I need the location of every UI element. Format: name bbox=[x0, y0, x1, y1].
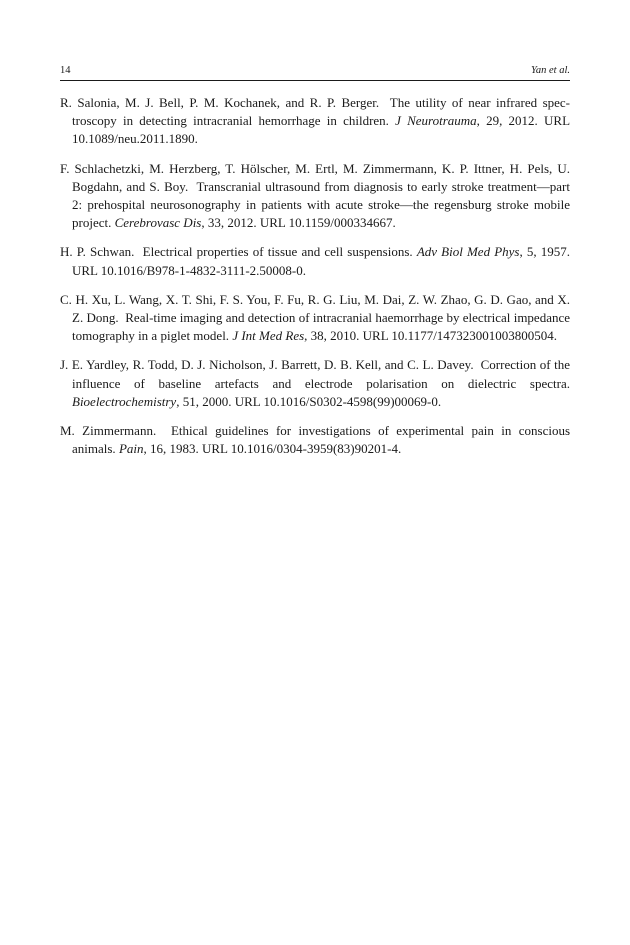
page-number: 14 bbox=[60, 65, 71, 76]
reference-authors: J. E. Yardley, R. Todd, D. J. Nicholson, J. Barrett, D. B. Kell, and C. L. Davey. bbox=[60, 357, 474, 373]
reference-title: Ethical guidelines for investigations of experimental pain in conscious animals. bbox=[72, 423, 571, 457]
reference-title: Electrical properties of tissue and cell suspensions. bbox=[142, 244, 413, 260]
reference-details: , 51, 2000. URL 10.1016/S0302-4598(99)00069-0. bbox=[176, 393, 442, 409]
reference-details: , 29, 2012. URL 10.1089/neu.2011.1890. bbox=[72, 113, 571, 147]
reference-item bbox=[60, 422, 570, 458]
reference-journal: J Neurotrauma bbox=[395, 113, 477, 129]
reference-item bbox=[60, 94, 570, 149]
reference-item bbox=[60, 356, 570, 411]
reference-journal: Cerebrovasc Dis bbox=[114, 215, 202, 231]
running-header-author: Yan et al. bbox=[531, 65, 570, 76]
reference-title: Real-time imaging and detection of intracranial haemorrhage by electrical impedance tomography in a piglet model. bbox=[72, 310, 571, 344]
reference-item bbox=[60, 243, 570, 279]
reference-item bbox=[60, 291, 570, 346]
running-header bbox=[60, 64, 570, 81]
reference-authors: M. Zimmermann. bbox=[60, 423, 157, 439]
reference-authors: R. Salonia, M. J. Bell, P. M. Kochanek, and R. P. Berger. bbox=[60, 95, 380, 110]
reference-list bbox=[60, 94, 570, 469]
reference-details: , 33, 2012. URL 10.1159/000334667. bbox=[201, 215, 396, 231]
reference-journal: Adv Biol Med Phys bbox=[416, 244, 520, 260]
reference-authors: C. H. Xu, L. Wang, X. T. Shi, F. S. You, F. Fu, R. G. Liu, M. Dai, Z. W. Zhao, G. D. Gao, and X. Z. Dong. bbox=[60, 291, 570, 326]
reference-authors: H. P. Schwan. bbox=[60, 244, 135, 260]
reference-journal: Pain bbox=[118, 441, 144, 457]
reference-details: , 5, 1957. URL 10.1016/B978-1-4832-3111-2.50008-0. bbox=[72, 244, 571, 278]
reference-details: , 16, 1983. URL 10.1016/0304-3959(83)90201-4. bbox=[143, 441, 402, 457]
reference-item bbox=[60, 160, 570, 233]
reference-details: , 38, 2010. URL 10.​1177/147323001003800504. bbox=[304, 328, 558, 344]
reference-authors: F. Schlachetzki, M. Herzberg, T. Hölscher, M. Ertl, M. Zimmermann, K. P. Ittner, H. Pels, U. Bogdahn, and S. Boy. bbox=[60, 160, 570, 194]
reference-title: Transcranial ultrasound from diagnosis to early stroke treatment—part 2: prehospital neurosonography in patients with acute stroke—the regensburg stroke mobile project. bbox=[72, 178, 570, 231]
reference-title: The utility of near infrared spectroscopy in detecting intracranial hemorrhage in children. bbox=[72, 95, 571, 129]
reference-title: Correction of the influence of baseline artefacts and electrode polarisation on dielectric spectra. bbox=[72, 357, 570, 391]
reference-journal: J Int Med Res bbox=[232, 328, 305, 344]
reference-journal: Bioelectrochemistry bbox=[72, 393, 177, 409]
